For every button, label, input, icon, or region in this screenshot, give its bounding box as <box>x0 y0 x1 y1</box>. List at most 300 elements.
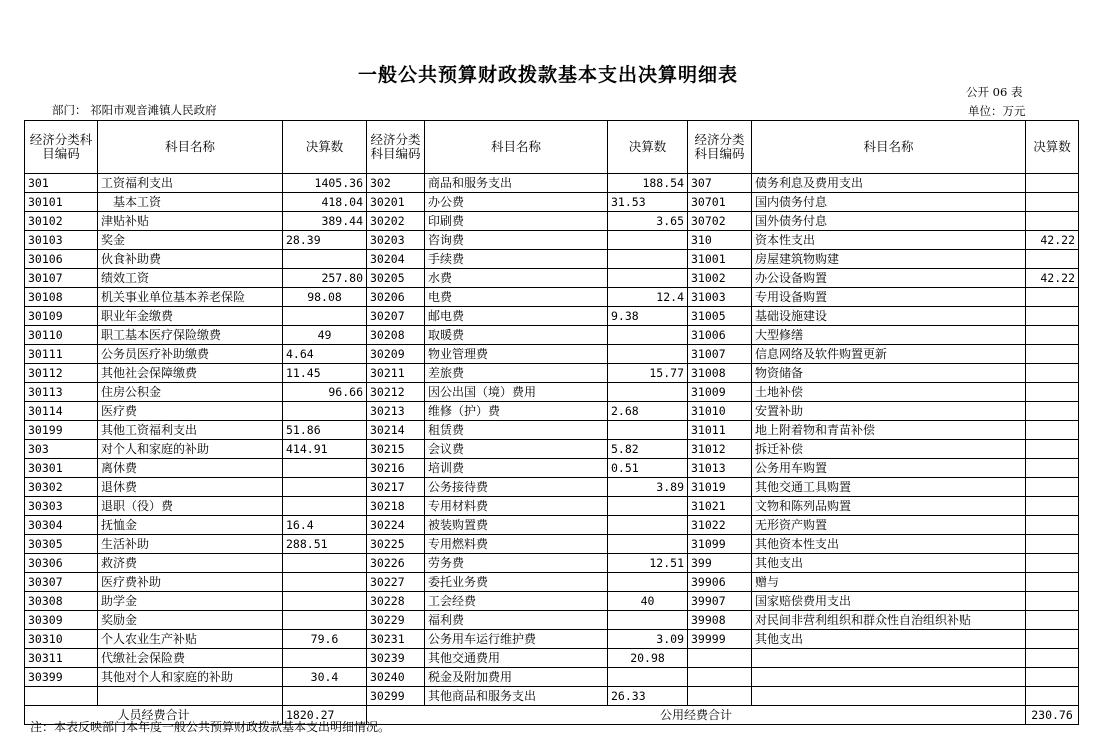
cell-amount-2: 12.4 <box>608 288 688 307</box>
cell-code-1 <box>25 687 98 706</box>
table-row <box>25 668 1079 687</box>
cell-amount-1 <box>283 592 367 611</box>
cell-code-3: 307 <box>688 174 752 193</box>
cell-name-1: 医疗费 <box>98 402 283 421</box>
table-row <box>25 630 1079 649</box>
cell-code-2: 30206 <box>367 288 425 307</box>
header-code-3: 经济分类科目编码 <box>688 121 752 174</box>
cell-name-3: 其他支出 <box>752 554 1026 573</box>
cell-name-3: 专用设备购置 <box>752 288 1026 307</box>
cell-name-1: 个人农业生产补贴 <box>98 630 283 649</box>
cell-code-3: 31008 <box>688 364 752 383</box>
cell-name-1: 其他工资福利支出 <box>98 421 283 440</box>
cell-code-2: 30239 <box>367 649 425 668</box>
cell-code-1: 30303 <box>25 497 98 516</box>
cell-code-3: 39907 <box>688 592 752 611</box>
cell-amount-1: 96.66 <box>283 383 367 402</box>
cell-amount-2 <box>608 326 688 345</box>
cell-amount-2: 40 <box>608 592 688 611</box>
cell-code-3: 310 <box>688 231 752 250</box>
cell-amount-2: 3.89 <box>608 478 688 497</box>
cell-code-2: 30207 <box>367 307 425 326</box>
cell-name-3: 房屋建筑物购建 <box>752 250 1026 269</box>
cell-amount-2: 2.68 <box>608 402 688 421</box>
table-row <box>25 440 1079 459</box>
cell-code-2: 30209 <box>367 345 425 364</box>
cell-code-3: 31022 <box>688 516 752 535</box>
cell-amount-1: 98.08 <box>283 288 367 307</box>
cell-amount-3 <box>1026 364 1079 383</box>
cell-amount-3 <box>1026 402 1079 421</box>
cell-amount-2: 26.33 <box>608 687 688 706</box>
cell-code-3: 31002 <box>688 269 752 288</box>
page-title: 一般公共预算财政拨款基本支出决算明细表 <box>357 64 738 86</box>
table-row <box>25 478 1079 497</box>
cell-name-1: 对个人和家庭的补助 <box>98 440 283 459</box>
cell-code-1: 30109 <box>25 307 98 326</box>
cell-code-1: 30308 <box>25 592 98 611</box>
cell-name-2: 咨询费 <box>425 231 608 250</box>
cell-code-2: 30218 <box>367 497 425 516</box>
cell-code-1: 303 <box>25 440 98 459</box>
cell-name-3: 物资储备 <box>752 364 1026 383</box>
table-row <box>25 554 1079 573</box>
cell-amount-3 <box>1026 611 1079 630</box>
cell-amount-2: 0.51 <box>608 459 688 478</box>
cell-amount-2 <box>608 383 688 402</box>
cell-code-3: 31021 <box>688 497 752 516</box>
cell-code-1: 30114 <box>25 402 98 421</box>
cell-name-1: 离休费 <box>98 459 283 478</box>
cell-code-3: 31019 <box>688 478 752 497</box>
cell-amount-3 <box>1026 440 1079 459</box>
table-row <box>25 212 1079 231</box>
cell-amount-2 <box>608 573 688 592</box>
cell-name-3: 赠与 <box>752 573 1026 592</box>
cell-name-3: 信息网络及软件购置更新 <box>752 345 1026 364</box>
cell-name-1: 职业年金缴费 <box>98 307 283 326</box>
cell-code-2: 30213 <box>367 402 425 421</box>
cell-code-3: 31007 <box>688 345 752 364</box>
cell-name-2: 手续费 <box>425 250 608 269</box>
cell-code-1: 30307 <box>25 573 98 592</box>
cell-name-1: 伙食补助费 <box>98 250 283 269</box>
table-row <box>25 535 1079 554</box>
cell-amount-1: 1405.36 <box>283 174 367 193</box>
cell-name-3: 其他交通工具购置 <box>752 478 1026 497</box>
cell-code-2: 30201 <box>367 193 425 212</box>
cell-code-3: 31001 <box>688 250 752 269</box>
cell-name-1: 助学金 <box>98 592 283 611</box>
cell-name-1: 代缴社会保险费 <box>98 649 283 668</box>
cell-amount-1: 288.51 <box>283 535 367 554</box>
cell-code-1: 30103 <box>25 231 98 250</box>
cell-code-1: 30111 <box>25 345 98 364</box>
cell-code-2: 30214 <box>367 421 425 440</box>
cell-amount-2 <box>608 345 688 364</box>
cell-name-3: 国家赔偿费用支出 <box>752 592 1026 611</box>
cell-code-3: 31003 <box>688 288 752 307</box>
cell-code-1: 30310 <box>25 630 98 649</box>
table-row <box>25 516 1079 535</box>
cell-code-2: 30211 <box>367 364 425 383</box>
cell-amount-2: 20.98 <box>608 649 688 668</box>
cell-name-3 <box>752 687 1026 706</box>
cell-code-1: 30107 <box>25 269 98 288</box>
cell-name-1: 基本工资 <box>98 193 283 212</box>
total-public-value: 230.76 <box>1026 706 1079 725</box>
table-row <box>25 402 1079 421</box>
cell-name-3: 基础设施建设 <box>752 307 1026 326</box>
header-amount-3: 决算数 <box>1026 121 1079 174</box>
department-label: 部门： 祁阳市观音滩镇人民政府 <box>52 103 217 117</box>
cell-amount-1 <box>283 478 367 497</box>
cell-code-1: 30306 <box>25 554 98 573</box>
table-row <box>25 326 1079 345</box>
cell-amount-3 <box>1026 212 1079 231</box>
cell-code-3: 30701 <box>688 193 752 212</box>
cell-code-3: 31006 <box>688 326 752 345</box>
cell-amount-2 <box>608 250 688 269</box>
cell-name-1: 其他社会保障缴费 <box>98 364 283 383</box>
cell-name-2: 委托业务费 <box>425 573 608 592</box>
cell-code-2: 30228 <box>367 592 425 611</box>
table-row <box>25 573 1079 592</box>
table-row <box>25 421 1079 440</box>
cell-name-3: 公务用车购置 <box>752 459 1026 478</box>
table-row <box>25 345 1079 364</box>
header-row <box>25 121 1079 174</box>
cell-name-1: 其他对个人和家庭的补助 <box>98 668 283 687</box>
cell-amount-1: 418.04 <box>283 193 367 212</box>
form-number: 公开 06 表 <box>966 85 1023 99</box>
cell-name-1: 退休费 <box>98 478 283 497</box>
cell-code-3: 31013 <box>688 459 752 478</box>
cell-code-1: 30311 <box>25 649 98 668</box>
cell-name-2: 公务用车运行维护费 <box>425 630 608 649</box>
cell-code-3: 31099 <box>688 535 752 554</box>
cell-code-1: 30305 <box>25 535 98 554</box>
cell-name-3: 安置补助 <box>752 402 1026 421</box>
cell-amount-3 <box>1026 478 1079 497</box>
cell-name-2: 商品和服务支出 <box>425 174 608 193</box>
cell-amount-3 <box>1026 497 1079 516</box>
cell-name-3: 土地补偿 <box>752 383 1026 402</box>
cell-name-2: 其他交通费用 <box>425 649 608 668</box>
cell-code-2: 30215 <box>367 440 425 459</box>
cell-amount-1: 30.4 <box>283 668 367 687</box>
cell-amount-2 <box>608 269 688 288</box>
cell-amount-3 <box>1026 383 1079 402</box>
cell-code-3: 31010 <box>688 402 752 421</box>
cell-name-3: 资本性支出 <box>752 231 1026 250</box>
cell-name-3: 债务利息及费用支出 <box>752 174 1026 193</box>
cell-amount-2: 3.65 <box>608 212 688 231</box>
cell-name-2: 专用材料费 <box>425 497 608 516</box>
cell-code-3 <box>688 687 752 706</box>
cell-amount-3: 42.22 <box>1026 231 1079 250</box>
cell-amount-1 <box>283 402 367 421</box>
cell-code-3: 39999 <box>688 630 752 649</box>
total-personnel-label: 人员经费合计 <box>25 706 283 725</box>
cell-name-3: 其他支出 <box>752 630 1026 649</box>
cell-amount-1: 4.64 <box>283 345 367 364</box>
cell-code-1: 30302 <box>25 478 98 497</box>
table-row <box>25 193 1079 212</box>
cell-amount-2 <box>608 535 688 554</box>
cell-name-3: 国外债务付息 <box>752 212 1026 231</box>
cell-code-2: 30212 <box>367 383 425 402</box>
cell-code-2: 30299 <box>367 687 425 706</box>
header-code-1: 经济分类科目编码 <box>25 121 98 174</box>
cell-name-2: 其他商品和服务支出 <box>425 687 608 706</box>
cell-name-1: 住房公积金 <box>98 383 283 402</box>
cell-amount-3 <box>1026 193 1079 212</box>
cell-name-2: 邮电费 <box>425 307 608 326</box>
cell-code-1: 30399 <box>25 668 98 687</box>
header-code-2: 经济分类科目编码 <box>367 121 425 174</box>
cell-name-1: 奖金 <box>98 231 283 250</box>
cell-name-2: 维修（护）费 <box>425 402 608 421</box>
cell-amount-2: 12.51 <box>608 554 688 573</box>
cell-name-3: 大型修缮 <box>752 326 1026 345</box>
cell-amount-2: 188.54 <box>608 174 688 193</box>
table-row <box>25 459 1079 478</box>
cell-code-1: 30112 <box>25 364 98 383</box>
cell-name-2: 被装购置费 <box>425 516 608 535</box>
cell-name-1 <box>98 687 283 706</box>
cell-code-2: 302 <box>367 174 425 193</box>
cell-amount-2 <box>608 611 688 630</box>
cell-code-3: 31005 <box>688 307 752 326</box>
cell-code-3: 39908 <box>688 611 752 630</box>
cell-name-2: 公务接待费 <box>425 478 608 497</box>
cell-code-1: 30106 <box>25 250 98 269</box>
cell-amount-1: 49 <box>283 326 367 345</box>
cell-name-2: 差旅费 <box>425 364 608 383</box>
cell-amount-1 <box>283 307 367 326</box>
table-row <box>25 687 1079 706</box>
table-row <box>25 288 1079 307</box>
cell-name-2: 培训费 <box>425 459 608 478</box>
cell-amount-1 <box>283 459 367 478</box>
cell-name-2: 水费 <box>425 269 608 288</box>
cell-name-3: 对民间非营利组织和群众性自治组织补贴 <box>752 611 1026 630</box>
cell-amount-3 <box>1026 326 1079 345</box>
cell-amount-1 <box>283 687 367 706</box>
cell-amount-1 <box>283 497 367 516</box>
table-row <box>25 174 1079 193</box>
cell-amount-3 <box>1026 345 1079 364</box>
cell-code-2: 30226 <box>367 554 425 573</box>
cell-code-3: 39906 <box>688 573 752 592</box>
cell-amount-2: 31.53 <box>608 193 688 212</box>
cell-amount-2 <box>608 668 688 687</box>
cell-name-3: 其他资本性支出 <box>752 535 1026 554</box>
cell-name-2: 印刷费 <box>425 212 608 231</box>
cell-amount-1: 79.6 <box>283 630 367 649</box>
cell-name-3: 文物和陈列品购置 <box>752 497 1026 516</box>
cell-code-3: 31012 <box>688 440 752 459</box>
cell-amount-1: 414.91 <box>283 440 367 459</box>
cell-amount-3 <box>1026 687 1079 706</box>
cell-code-2: 30203 <box>367 231 425 250</box>
cell-code-3: 31011 <box>688 421 752 440</box>
cell-name-3 <box>752 649 1026 668</box>
cell-code-1: 30113 <box>25 383 98 402</box>
cell-amount-3 <box>1026 630 1079 649</box>
cell-code-1: 30101 <box>25 193 98 212</box>
cell-amount-2 <box>608 231 688 250</box>
total-public-label: 公用经费合计 <box>367 706 1026 725</box>
cell-code-1: 30301 <box>25 459 98 478</box>
cell-amount-1: 11.45 <box>283 364 367 383</box>
cell-amount-3 <box>1026 668 1079 687</box>
table-row <box>25 592 1079 611</box>
table-row <box>25 497 1079 516</box>
table-row <box>25 383 1079 402</box>
cell-code-3: 31009 <box>688 383 752 402</box>
cell-amount-3 <box>1026 573 1079 592</box>
cell-code-3: 399 <box>688 554 752 573</box>
cell-name-2: 福利费 <box>425 611 608 630</box>
cell-amount-2 <box>608 421 688 440</box>
cell-amount-1 <box>283 611 367 630</box>
cell-amount-3 <box>1026 554 1079 573</box>
cell-name-2: 税金及附加费用 <box>425 668 608 687</box>
total-personnel-value: 1820.27 <box>283 706 367 725</box>
cell-code-1: 30102 <box>25 212 98 231</box>
cell-code-2: 30205 <box>367 269 425 288</box>
cell-amount-3: 42.22 <box>1026 269 1079 288</box>
cell-code-2: 30240 <box>367 668 425 687</box>
cell-amount-1: 51.86 <box>283 421 367 440</box>
cell-name-1: 职工基本医疗保险缴费 <box>98 326 283 345</box>
cell-name-3: 国内债务付息 <box>752 193 1026 212</box>
cell-name-1: 退职（役）费 <box>98 497 283 516</box>
cell-name-2: 工会经费 <box>425 592 608 611</box>
cell-name-1: 绩效工资 <box>98 269 283 288</box>
cell-code-2: 30202 <box>367 212 425 231</box>
cell-amount-1: 389.44 <box>283 212 367 231</box>
cell-name-2: 因公出国（境）费用 <box>425 383 608 402</box>
cell-name-1: 抚恤金 <box>98 516 283 535</box>
footnote: 注：本表反映部门本年度一般公共预算财政拨款基本支出明细情况。 <box>30 720 391 734</box>
cell-amount-2 <box>608 497 688 516</box>
cell-amount-1 <box>283 554 367 573</box>
cell-amount-3 <box>1026 535 1079 554</box>
table-row <box>25 250 1079 269</box>
cell-amount-3 <box>1026 516 1079 535</box>
cell-name-3: 办公设备购置 <box>752 269 1026 288</box>
cell-code-1: 30110 <box>25 326 98 345</box>
cell-name-3: 拆迁补偿 <box>752 440 1026 459</box>
cell-amount-2: 3.09 <box>608 630 688 649</box>
cell-amount-3 <box>1026 421 1079 440</box>
cell-amount-1 <box>283 573 367 592</box>
cell-amount-2 <box>608 516 688 535</box>
cell-code-1: 30108 <box>25 288 98 307</box>
cell-name-1: 津贴补贴 <box>98 212 283 231</box>
cell-name-2: 会议费 <box>425 440 608 459</box>
header-name-3: 科目名称 <box>752 121 1026 174</box>
cell-name-1: 机关事业单位基本养老保险 <box>98 288 283 307</box>
cell-amount-3 <box>1026 459 1079 478</box>
cell-name-1: 生活补助 <box>98 535 283 554</box>
cell-amount-1: 257.80 <box>283 269 367 288</box>
cell-amount-1 <box>283 250 367 269</box>
cell-code-2: 30227 <box>367 573 425 592</box>
table-row <box>25 649 1079 668</box>
table-row <box>25 364 1079 383</box>
cell-amount-2: 5.82 <box>608 440 688 459</box>
cell-code-3 <box>688 649 752 668</box>
header-name-2: 科目名称 <box>425 121 608 174</box>
cell-amount-1: 28.39 <box>283 231 367 250</box>
cell-code-2: 30231 <box>367 630 425 649</box>
cell-name-1: 公务员医疗补助缴费 <box>98 345 283 364</box>
cell-name-3: 无形资产购置 <box>752 516 1026 535</box>
header-amount-2: 决算数 <box>608 121 688 174</box>
cell-amount-1 <box>283 649 367 668</box>
cell-code-2: 30217 <box>367 478 425 497</box>
table-row <box>25 611 1079 630</box>
cell-name-1: 救济费 <box>98 554 283 573</box>
table-row <box>25 231 1079 250</box>
cell-name-1: 奖励金 <box>98 611 283 630</box>
cell-name-2: 专用燃料费 <box>425 535 608 554</box>
cell-amount-3 <box>1026 307 1079 326</box>
cell-name-1: 工资福利支出 <box>98 174 283 193</box>
cell-amount-1: 16.4 <box>283 516 367 535</box>
cell-amount-3 <box>1026 288 1079 307</box>
cell-amount-2: 9.38 <box>608 307 688 326</box>
cell-name-2: 劳务费 <box>425 554 608 573</box>
cell-name-2: 物业管理费 <box>425 345 608 364</box>
cell-code-2: 30216 <box>367 459 425 478</box>
unit-label: 单位：万元 <box>968 104 1026 118</box>
table-row <box>25 307 1079 326</box>
cell-code-2: 30204 <box>367 250 425 269</box>
cell-amount-3 <box>1026 250 1079 269</box>
header-name-1: 科目名称 <box>98 121 283 174</box>
cell-code-1: 30309 <box>25 611 98 630</box>
cell-name-3: 地上附着物和青苗补偿 <box>752 421 1026 440</box>
cell-name-2: 取暖费 <box>425 326 608 345</box>
cell-name-1: 医疗费补助 <box>98 573 283 592</box>
cell-name-3 <box>752 668 1026 687</box>
header-amount-1: 决算数 <box>283 121 367 174</box>
cell-code-2: 30208 <box>367 326 425 345</box>
cell-code-1: 30199 <box>25 421 98 440</box>
cell-name-2: 电费 <box>425 288 608 307</box>
cell-code-1: 30304 <box>25 516 98 535</box>
cell-name-2: 办公费 <box>425 193 608 212</box>
cell-code-2: 30224 <box>367 516 425 535</box>
cell-code-3: 30702 <box>688 212 752 231</box>
cell-amount-3 <box>1026 174 1079 193</box>
cell-amount-3 <box>1026 649 1079 668</box>
cell-name-2: 租赁费 <box>425 421 608 440</box>
cell-code-3 <box>688 668 752 687</box>
table-row <box>25 269 1079 288</box>
cell-amount-3 <box>1026 592 1079 611</box>
expenditure-table <box>24 120 1079 725</box>
cell-code-2: 30225 <box>367 535 425 554</box>
cell-amount-2: 15.77 <box>608 364 688 383</box>
cell-code-2: 30229 <box>367 611 425 630</box>
cell-code-1: 301 <box>25 174 98 193</box>
